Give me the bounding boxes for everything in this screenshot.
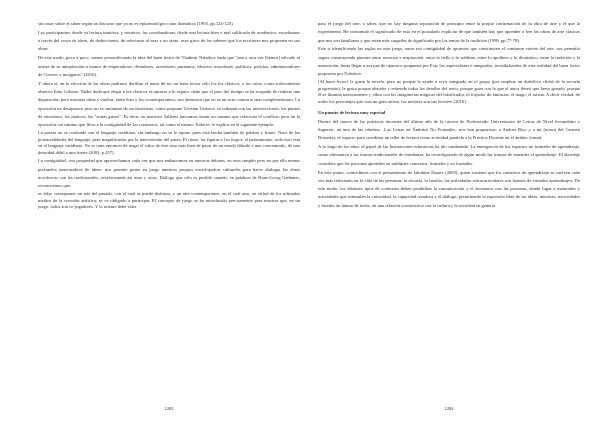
block-quote-nabokov: [Al buen lector] le gusta la novela, pero no porque le ayude a vivir integrado en el grupo (por emplear un diabólico cliché de la escuela progresista); le gusta porque absorbe y entiende todos los detalles del texto, porque goza con lo que el autor deseó que fuese gozado, porque él se ilumina interiormente y vibra con las imaginerías mágicas del falsificador, el forjador de fantasías, el mago, el artista. A decir verdad, de todos los personajes que crea un gran artista, los mejores son sus lectores (2016). [318, 79, 580, 105]
paragraph: Este ir identificando las reglas en este juego, entre esa contigüidad de opuestos que constituyen el constante vaivén del arte, nos permitió seguir construyendo puentes entre nosotros e inspiración, entre lo bello y lo sublime, entre lo apolíneo y lo dionisíaco, entre la tradición y la innovación, hasta llegar a esa paz de opuestos propuesta por Esto los especialistas e integrados, invisibilizados de esta realidad del buen lector propuesta por Nabokov: [318, 46, 580, 77]
opening-quote-continuation: sin casar sobre el saber según un discurso que ya no es epistemológico sino dramático (1993, pp.124-125). [38, 21, 234, 26]
page-number: 1284 [444, 406, 454, 411]
paragraph: En este punto, coincidimos con el pensamiento de Jakobine Duarte (2005), quien sostiene que los contextos de aprendizaje se vuelven cada vez más relevantes en la vida de las personas; la escuela, la familia, las actividades extracurriculares son fuentes de variados aprendizajes. De este modo, los distintos tipos de contextos deben posibilitar la comunicación y el encuentro con las personas, donde lugar a materiales y actividades que estimulen la curiosidad, la capacidad creadora y el diálogo; permitiendo la expresión libre de las ideas, intereses, necesidades y estados de ánimo de todos, en una relación constructiva con la cultura y la sociedad en general. [318, 169, 580, 208]
page-number: 1283 [164, 406, 174, 411]
quote-continuation: para el juego del arte, a saber, que no hay ninguna separación de principio entre la propia confirmación de la obra de arte y el que la experimenta. He reasumido el significado de esto en el postulado explícito de que también hay que aprender a leer las obras de arte clásicas que nos son familiares y que están más cargadas de significado por los temas de la tradición (1998, pp.77-78). [318, 21, 580, 43]
section-heading: Un puente de lectura muy especial [318, 109, 386, 115]
right-page [318, 20, 580, 414]
paragraph: Los participantes, desde su lectura intuitiva, y nosotros, las coordinadoras, desde una lectura bien o mal calificada de académica, escarbamos a través del cruce de ideas, de deducciones, de relecturas al azar y no tanto, esos giros de los saberes que los escritores nos proponen en sus obras. [38, 29, 300, 52]
paragraph: De este modo, poco a poco, vamos personificando la idea del buen lector de Vladimir Nabokov dado que "una y otra vez [hemos] salvado al artista de su aniquilación a manos de emperadores, dictadores, sacerdotes, puritanos, filisteos, moralistas, políticos, policías, administradores de Correos y mojigatos" (2016). [38, 55, 300, 77]
paragraph: A lo largo de los años, el papel de las Instituciones educativas ha ido cambiando. La emergencia de los espacios no formales de aprendizaje, como alternativa a las formas tradicionales de enseñanza, ha reconfigurado de algún modo las formas de entender el aprendizaje. El abordaje considera que las personas aprenden en múltiples contextos, formales y no formales. [318, 144, 580, 166]
paragraph: Dentro del marco de las prácticas docentes del último año de la carrera de Profesorado Universitario de Letras de Nivel Secundario y Superior, en una de las cátedras –Las Letras en Ámbitos No Formales– nos han propuestas, a Andrea Bico y a mí (marrú del Carmen Brizuela), el espacio para coordinar un taller de lectura como actividad paralela a la Práctica Docente en el ámbito formal. [318, 118, 580, 141]
block-quote-gadamer: es falso contraponer un arte del pasado, con el cual se puede disfrutar, y un arte contemporáneo, en el cual uno, en virtud de los refinados medios de la creación artística, se ve obligado a participar. El concepto de juego se ha introducido precisamente para mostrar que, en un juego, todos son co-jugadores. Y lo mismo debe valer [38, 190, 300, 210]
block-quote-todorov: La poesía no se confunde con el lenguaje cotidiano, sin embargo no se le opone, pues está hecha también de palabra y frases. Nace de las potencialidades del lenguaje, pero magnificadas por la intervención del poeta. El ritmo, las figuras y los tropos, el pensamiento, todo esto está en el lenguaje cotidiano. No se trata entonces de negar el valor de éste sino más bien de pasar de un estado diluido a uno concentrado, de una densidad débil a una fuerte (2003, p.257). [38, 130, 300, 156]
left-page [38, 20, 300, 414]
paragraph: La contigüidad –esa propiedad que aprovechamos cada vez que nos embarcamos en nuestros debates, en esos simples pero no por ello menos profundos intercambios de ideas- nos permite poner en juego nuestros propios enciclopedias culturales para hacer dialogar las obras novelescas con las tradicionales, revalorizando así unas y otras. Diálogo que sólo es posible cuando, en palabras de Hans-Georg Gadamer, reconocemos que: [38, 158, 300, 189]
paragraph: Y ahora sí, en la elección de las obras pudimos derribar el muro de ser un buen lector sólo los los clásicos, a los otros, como irónicamente observó Italo Calvino. Nadie duda que elegir a los clásicos es apostar a lo seguro, dado que el paso del tiempo se ha ocupado de realizar una depuración; pero nuestras ideas y vueltas, entre ésos y los contemporáneos, nos demostró que no es un acto contrario sino complementario. La oposición no desaparece pero no es sinónimo de exclusivismo, como propone Tzvetan Todorov, se trabajan con las intersecciones, los puntos de encuentro, los matices, las "zonas grises". Es decir, en nuestros Talleres buscamos entrar en camino que relaciona el conflicto pero no la oposición: un camino que lleva a la contigüidad de los contrarios, tal como el mismo Todorov lo explica en el siguiente ejemplo: [38, 80, 300, 128]
